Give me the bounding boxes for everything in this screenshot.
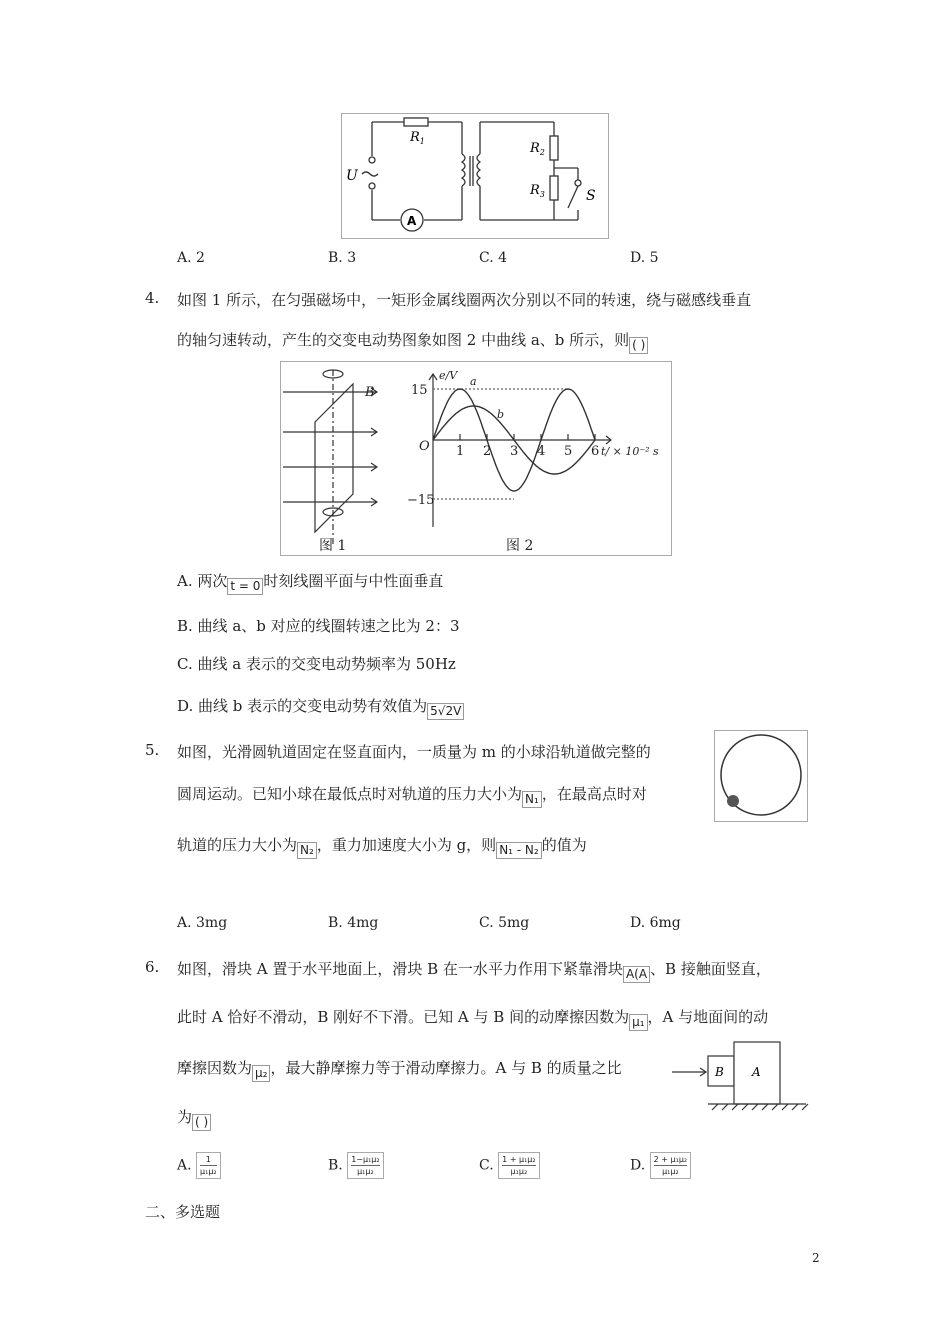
x-tick-3: 3 bbox=[510, 444, 519, 459]
q3-option-b[interactable]: B. 3 bbox=[328, 250, 357, 266]
page-number: 2 bbox=[812, 1251, 820, 1265]
q6-stem-line4 bbox=[177, 1106, 211, 1131]
fraction-denominator: μ₁μ₂ bbox=[510, 1167, 528, 1176]
x-axis-label: t/ × 10⁻² s bbox=[601, 445, 659, 458]
q6-line3-text2: ，最大静摩擦力等于滑动摩擦力。A 与 B 的质量之比 bbox=[270, 1059, 622, 1077]
q3-option-a[interactable]: A. 2 bbox=[177, 250, 205, 266]
fraction-numerator: 1 + μ₁μ₂ bbox=[502, 1155, 536, 1164]
fraction-denominator: μ₁μ₂ bbox=[357, 1167, 374, 1176]
y-max-label: 15 bbox=[411, 383, 428, 398]
q6-option-c[interactable] bbox=[479, 1152, 540, 1179]
fraction-numerator: 2 + μ₁μ₂ bbox=[653, 1155, 688, 1164]
q5-option-a[interactable]: A. 3mg bbox=[177, 915, 228, 931]
q4-option-b[interactable]: B. 曲线 a、b 对应的线圈转速之比为 2：3 bbox=[177, 617, 460, 635]
y-min-label: −15 bbox=[407, 493, 435, 508]
q3-option-c[interactable]: C. 4 bbox=[479, 250, 508, 266]
q6-option-a[interactable] bbox=[177, 1152, 221, 1179]
curve-a-label: a bbox=[470, 375, 477, 388]
q4-option-d-formula: 5√2V bbox=[427, 703, 464, 720]
q5-line3-text: 轨道的压力大小为 bbox=[177, 836, 298, 854]
q6-line2-text2: ，A 与地面间的动 bbox=[647, 1008, 769, 1026]
curve-b-label: b bbox=[497, 408, 505, 421]
fig2-caption: 图 2 bbox=[506, 538, 534, 554]
q4-option-d-text: D. 曲线 b 表示的交变电动势有效值为 bbox=[177, 697, 428, 715]
q6-option-b-fraction bbox=[347, 1152, 383, 1179]
q4-figure bbox=[280, 361, 672, 556]
q6-blocks-figure bbox=[670, 1040, 810, 1112]
q6-number: 6. bbox=[145, 958, 160, 976]
s-label: S bbox=[586, 188, 596, 204]
ball-icon bbox=[727, 795, 739, 807]
q5-line3-text2: ，重力加速度大小为 g，则 bbox=[316, 836, 497, 854]
q6-line3-text: 摩擦因数为 bbox=[177, 1059, 253, 1077]
fraction-denominator: μ₁μ₂ bbox=[200, 1167, 217, 1176]
fraction-numerator: 1 bbox=[200, 1154, 217, 1166]
q6-mu1: μ₁ bbox=[629, 1014, 647, 1031]
q6-answer-blank[interactable]: ( ) bbox=[192, 1114, 211, 1131]
q4-option-d[interactable] bbox=[177, 695, 464, 720]
circuit-diagram bbox=[342, 114, 608, 238]
q6-line2-text: 此时 A 恰好不滑动，B 刚好不下滑。已知 A 与 B 间的动摩擦因数为 bbox=[177, 1008, 630, 1026]
blocks-diagram bbox=[670, 1040, 810, 1112]
block-a-label: A bbox=[752, 1065, 761, 1079]
u-label: U bbox=[346, 168, 358, 184]
x-tick-5: 5 bbox=[564, 444, 573, 459]
r3-label: $R_3$ bbox=[530, 183, 545, 199]
y-axis-label: e/V bbox=[439, 369, 458, 382]
r2-label: $R_2$ bbox=[530, 141, 545, 157]
q6-option-b[interactable] bbox=[328, 1152, 384, 1179]
q6-option-c-fraction bbox=[498, 1152, 539, 1179]
q6-option-a-fraction bbox=[196, 1152, 221, 1179]
q4-option-a-formula: t = 0 bbox=[227, 578, 263, 595]
q6-box-a: A(A bbox=[623, 966, 650, 983]
circular-track bbox=[715, 731, 807, 821]
q5-stem-line1: 如图，光滑圆轨道固定在竖直面内，一质量为 m 的小球沿轨道做完整的 bbox=[177, 743, 651, 761]
x-tick-2: 2 bbox=[483, 444, 492, 459]
q6-stem-line1 bbox=[177, 958, 771, 983]
emf-graph bbox=[281, 362, 671, 555]
q5-circle-figure bbox=[714, 730, 808, 822]
q6-option-d-fraction bbox=[650, 1152, 691, 1179]
q5-line3-text3: 的值为 bbox=[541, 836, 587, 854]
q6-line4-text: 为 bbox=[177, 1108, 193, 1126]
q4-number: 4. bbox=[145, 289, 160, 307]
q5-option-c[interactable]: C. 5mg bbox=[479, 915, 530, 931]
q4-stem-line2 bbox=[177, 329, 648, 354]
q6-stem-line3 bbox=[177, 1057, 622, 1082]
q5-option-d[interactable]: D. 6mg bbox=[630, 915, 681, 931]
q5-option-b[interactable]: B. 4mg bbox=[328, 915, 379, 931]
x-tick-1: 1 bbox=[456, 444, 465, 459]
block-b-label: B bbox=[715, 1065, 724, 1079]
q6-option-d-label: D. bbox=[630, 1157, 646, 1174]
q5-n1-formula: N₁ bbox=[522, 791, 542, 808]
q5-stem-line2 bbox=[177, 783, 647, 808]
q4-stem-text: 的轴匀速转动，产生的交变电动势图象如图 2 中曲线 a、b 所示，则 bbox=[177, 331, 630, 349]
circuit-figure bbox=[341, 113, 609, 239]
q6-option-d[interactable] bbox=[630, 1152, 691, 1179]
fraction-numerator: 1−μ₁μ₂ bbox=[351, 1155, 380, 1164]
q5-line2-text2: ，在最高点时对 bbox=[541, 785, 647, 803]
q6-mu2: μ₂ bbox=[252, 1065, 270, 1082]
q6-option-c-label: C. bbox=[479, 1157, 494, 1174]
q5-stem-line3 bbox=[177, 834, 587, 859]
x-tick-6: 6 bbox=[591, 444, 600, 459]
fraction-denominator: μ₁μ₂ bbox=[662, 1167, 679, 1176]
b-field-label: B bbox=[365, 385, 375, 400]
ammeter-label: A bbox=[407, 214, 417, 228]
q4-option-c[interactable]: C. 曲线 a 表示的交变电动势频率为 50Hz bbox=[177, 655, 456, 673]
q4-option-a-text: A. 两次 bbox=[177, 572, 228, 590]
q6-stem-line2 bbox=[177, 1006, 768, 1031]
q3-option-d[interactable]: D. 5 bbox=[630, 250, 659, 266]
q4-stem-line1: 如图 1 所示，在匀强磁场中，一矩形金属线圈两次分别以不同的转速，绕与磁感线垂直 bbox=[177, 291, 752, 309]
q6-option-a-label: A. bbox=[177, 1157, 192, 1174]
q6-line1-text2: 、B 接触面竖直， bbox=[650, 960, 771, 978]
q4-option-a-text2: 时刻线圈平面与中性面垂直 bbox=[263, 572, 444, 590]
q6-option-b-label: B. bbox=[328, 1157, 343, 1174]
fig1-caption: 图 1 bbox=[319, 538, 347, 554]
q5-number: 5. bbox=[145, 741, 160, 759]
q5-n2-formula: N₂ bbox=[297, 842, 317, 859]
x-tick-4: 4 bbox=[537, 444, 546, 459]
q5-line2-text: 圆周运动。已知小球在最低点时对轨道的压力大小为 bbox=[177, 785, 523, 803]
q6-line1-text: 如图，滑块 A 置于水平地面上，滑块 B 在一水平力作用下紧靠滑块 bbox=[177, 960, 623, 978]
r1-label: $R_1$ bbox=[410, 130, 425, 146]
q5-diff-formula: N₁ - N₂ bbox=[496, 842, 542, 859]
q4-option-a[interactable] bbox=[177, 570, 443, 595]
section-heading: 二、多选题 bbox=[145, 1203, 221, 1221]
q4-answer-blank[interactable]: ( ) bbox=[629, 337, 648, 354]
origin-label: O bbox=[419, 439, 430, 454]
